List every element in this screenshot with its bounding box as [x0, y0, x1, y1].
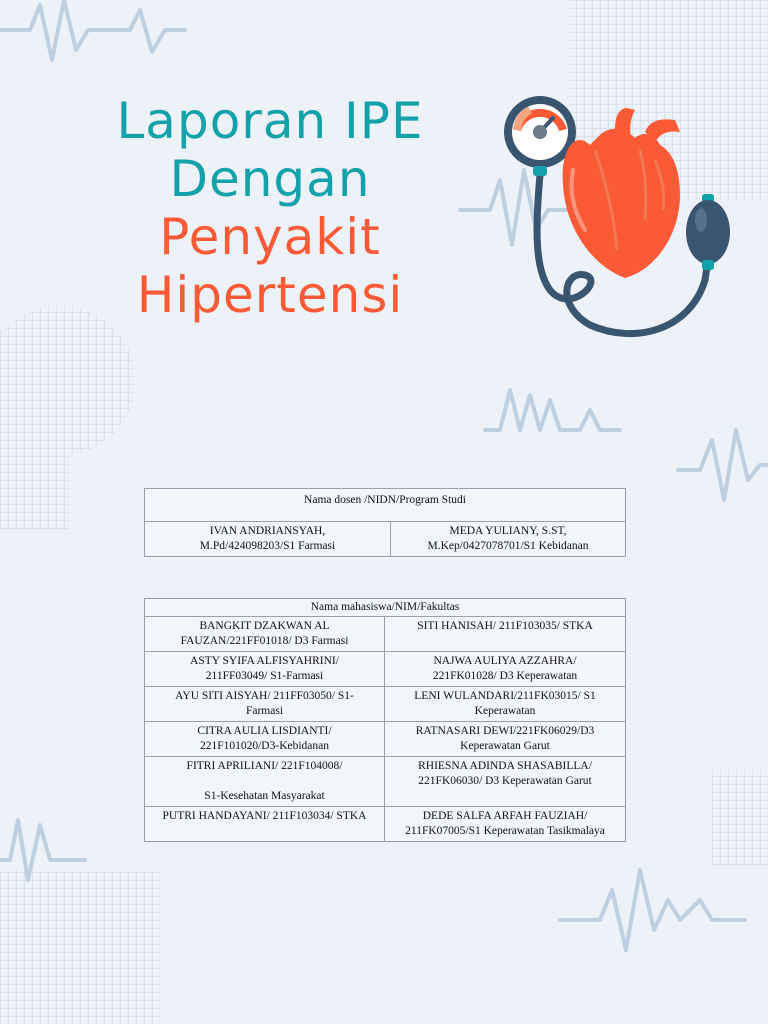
- title-line-3: Penyakit: [159, 208, 381, 266]
- lecturer-cell: MEDA YULIANY, S.ST, M.Kep/0427078701/S1 Kebidanan: [391, 522, 626, 557]
- student-cell: FITRI APRILIANI/ 221F104008/ S1-Kesehatan Masyarakat: [145, 757, 385, 807]
- title-line-1: Laporan IPE: [116, 92, 424, 150]
- heart-sphygmomanometer-illustration: [495, 90, 745, 350]
- heart-icon: [563, 108, 680, 278]
- student-cell: PUTRI HANDAYANI/ 211F103034/ STKA: [145, 807, 385, 842]
- student-header-cell: Nama mahasiswa/NIM/Fakultas: [145, 599, 626, 617]
- lecturer-table: [144, 488, 626, 557]
- page-title: [60, 92, 480, 324]
- table-row: [145, 652, 626, 687]
- student-cell: DEDE SALFA ARFAH FAUZIAH/ 211FK07005/S1 Keperawatan Tasikmalaya: [385, 807, 626, 842]
- student-cell: NAJWA AULIYA AZZAHRA/ 221FK01028/ D3 Keperawatan: [385, 652, 626, 687]
- table-row: [145, 522, 626, 557]
- title-line-2: Dengan: [169, 150, 371, 208]
- student-cell: CITRA AULIA LISDIANTI/ 221F101020/D3-Kebidanan: [145, 722, 385, 757]
- student-table-header: [145, 599, 626, 617]
- table-row: [145, 687, 626, 722]
- student-cell: LENI WULANDARI/211FK03015/ S1 Keperawatan: [385, 687, 626, 722]
- table-row: [145, 807, 626, 842]
- student-cell: ASTY SYIFA ALFISYAHRINI/ 211FF03049/ S1-Farmasi: [145, 652, 385, 687]
- student-cell: RHIESNA ADINDA SHASABILLA/ 221FK06030/ D3 Keperawatan Garut: [385, 757, 626, 807]
- table-row: [145, 757, 626, 807]
- lecturer-table-header: [145, 489, 626, 522]
- table-row: [145, 617, 626, 652]
- student-cell: AYU SITI AISYAH/ 211FF03050/ S1- Farmasi: [145, 687, 385, 722]
- student-table: [144, 598, 626, 842]
- student-cell: SITI HANISAH/ 211F103035/ STKA: [385, 617, 626, 652]
- lecturer-cell: IVAN ANDRIANSYAH, M.Pd/424098203/S1 Farmasi: [145, 522, 391, 557]
- lecturer-header-cell: Nama dosen /NIDN/Program Studi: [145, 489, 626, 522]
- title-line-4: Hipertensi: [136, 266, 404, 324]
- table-row: [145, 722, 626, 757]
- student-cell: BANGKIT DZAKWAN AL FAUZAN/221FF01018/ D3 Farmasi: [145, 617, 385, 652]
- student-cell: RATNASARI DEWI/221FK06029/D3 Keperawatan Garut: [385, 722, 626, 757]
